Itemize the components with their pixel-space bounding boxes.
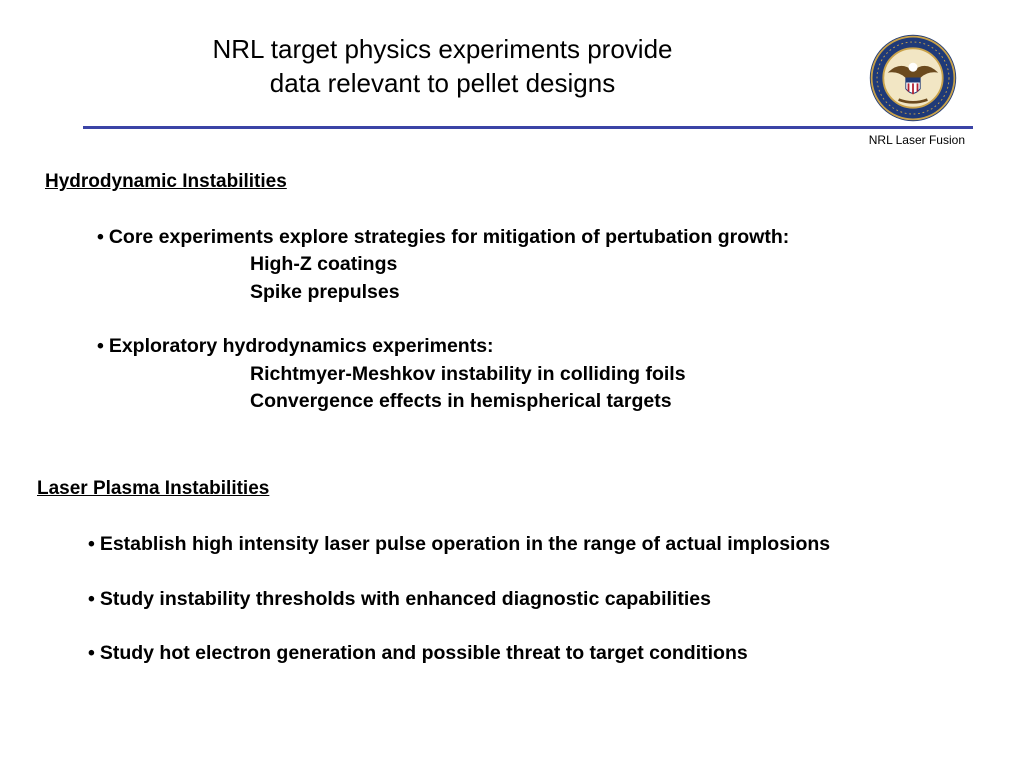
- header-divider-rule: [83, 126, 973, 129]
- lpi-bullet-2-text: Study instability thresholds with enhanced diagnostic capabilities: [99, 588, 711, 610]
- hydro-bullet-2-text: Exploratory hydrodynamics experiments:: [108, 335, 494, 357]
- section-heading-hydrodynamic: Hydrodynamic Instabilities: [45, 171, 287, 192]
- lpi-bullet-2: [88, 588, 711, 610]
- footer-tag: NRL Laser Fusion: [868, 133, 965, 147]
- section-heading-laser-plasma: Laser Plasma Instabilities: [37, 478, 270, 499]
- hydro-bullet-2-sub-2: Convergence effects in hemispherical targets: [250, 390, 672, 412]
- slide-title-line-2: data relevant to pellet designs: [269, 68, 616, 98]
- hydro-bullet-1-sub-1: High-Z coatings: [250, 253, 398, 275]
- hydro-bullet-2: [97, 335, 494, 357]
- hydro-bullet-1-text: Core experiments explore strategies for mitigation of pertubation growth:: [108, 226, 790, 248]
- lpi-bullet-3: [88, 642, 748, 664]
- lpi-bullet-3-text: Study hot electron generation and possible threat to target conditions: [99, 642, 748, 664]
- lpi-bullet-1: [88, 533, 830, 555]
- navy-department-seal-icon: [868, 33, 958, 123]
- slide-title: [150, 32, 735, 100]
- bullet-mark: •: [88, 533, 95, 555]
- bullet-mark: •: [97, 335, 104, 357]
- bullet-mark: •: [88, 642, 95, 664]
- bullet-mark: •: [88, 588, 95, 610]
- hydro-bullet-2-sub-1: Richtmyer-Meshkov instability in colliding foils: [250, 363, 686, 385]
- slide-title-line-1: NRL target physics experiments provide: [212, 34, 673, 64]
- bullet-mark: •: [97, 226, 104, 248]
- hydro-bullet-1-sub-2: Spike prepulses: [250, 281, 400, 303]
- lpi-bullet-1-text: Establish high intensity laser pulse operation in the range of actual implosions: [99, 533, 831, 555]
- hydro-bullet-1: [97, 226, 789, 248]
